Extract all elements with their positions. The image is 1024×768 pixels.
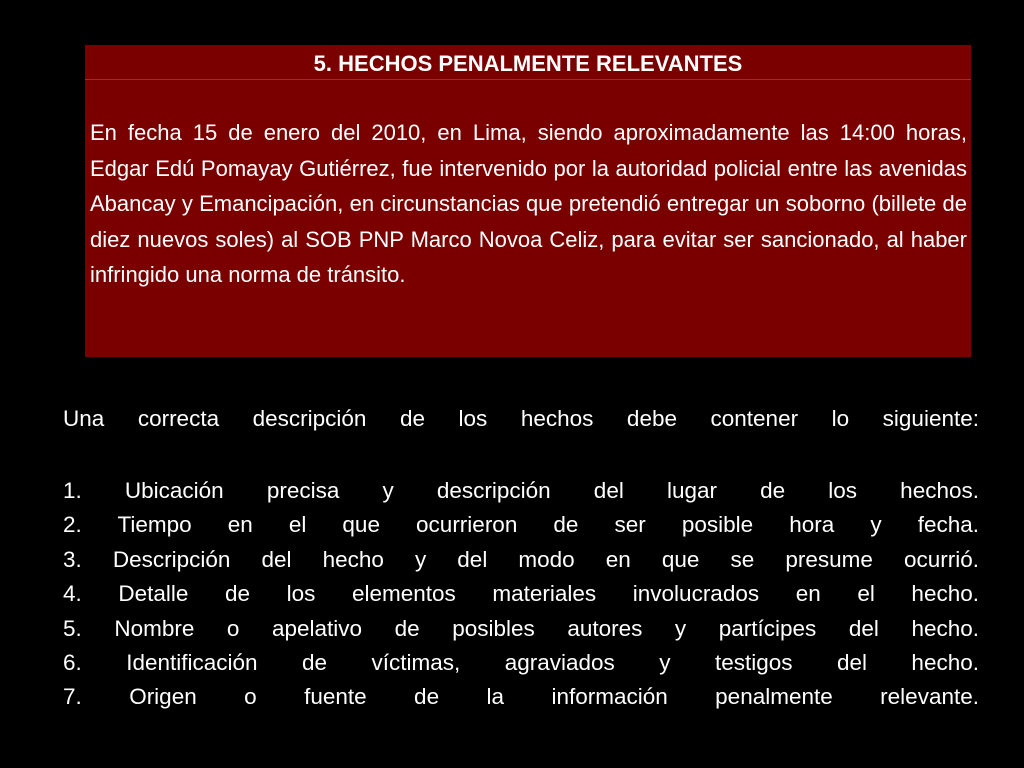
facts-box bbox=[85, 45, 971, 357]
title-divider bbox=[85, 79, 971, 80]
box-title: 5. HECHOS PENALMENTE RELEVANTES bbox=[313, 51, 743, 76]
list-item: 6. Identificación de víctimas, agraviados y testigos del hecho. bbox=[63, 649, 979, 675]
list-item: 5. Nombre o apelativo de posibles autores y partícipes del hecho. bbox=[63, 615, 979, 641]
requirements-list bbox=[63, 474, 979, 715]
list-item: 3. Descripción del hecho y del modo en que se presume ocurrió. bbox=[63, 546, 979, 572]
list-item: 1. Ubicación precisa y descripción del lugar de los hechos. bbox=[63, 478, 979, 503]
facts-paragraph: En fecha 15 de enero del 2010, en Lima, siendo aproximadamente las 14:00 horas, Edgar Edú Pomayay Gutiérrez, fue intervenido por la autoridad policial entre las avenidas Abancay y Emancipación, en circunstancias que pretendió entregar un soborno (billete de diez nuevos soles) al SOB PNP Marco Novoa Celiz, para evitar ser sancionado, al haber infringido una norma de tránsito. bbox=[90, 120, 967, 287]
list-item: 2. Tiempo en el que ocurrieron de ser posible hora y fecha. bbox=[63, 512, 979, 538]
intro-text: Una correcta descripción de los hechos debe contener lo siguiente: bbox=[63, 406, 979, 431]
list-item: 4. Detalle de los elementos materiales involucrados en el hecho. bbox=[63, 581, 979, 607]
list-item: 7. Origen o fuente de la información penalmente relevante. bbox=[63, 684, 979, 710]
